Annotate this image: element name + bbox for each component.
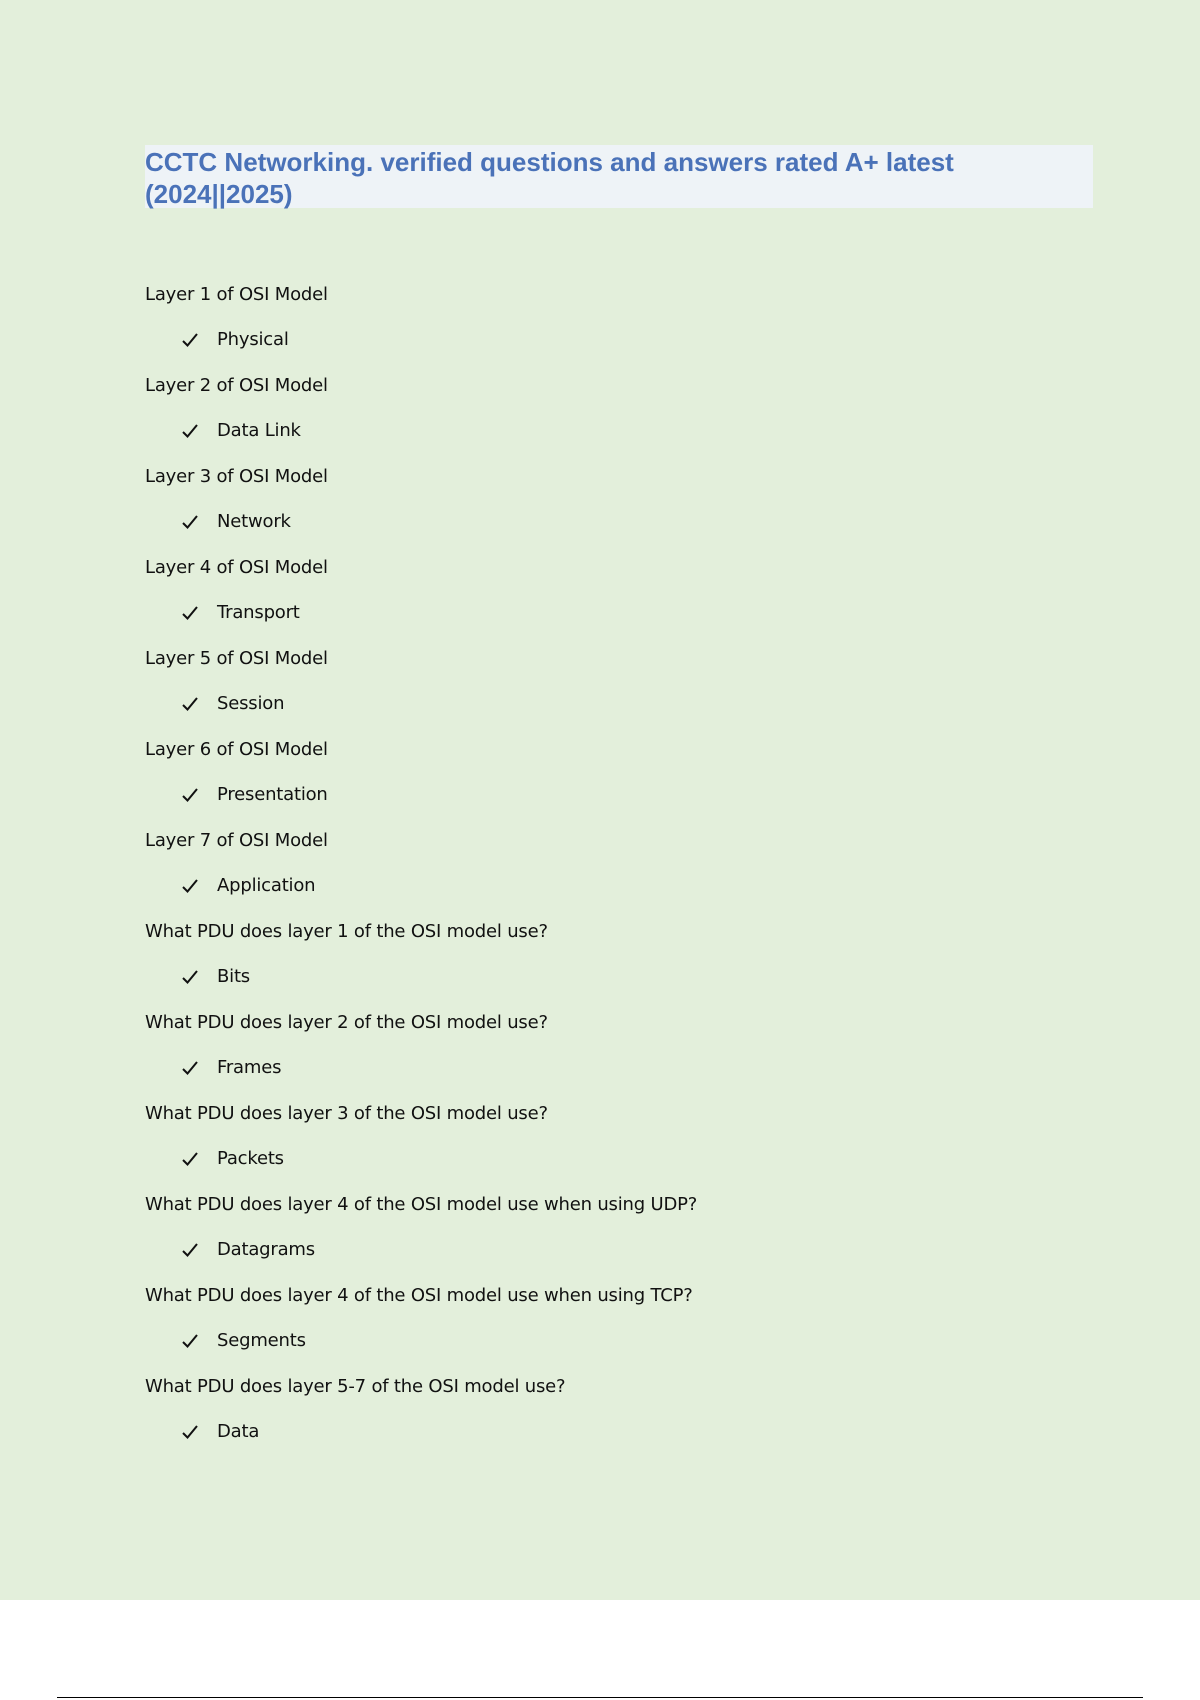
answer-row (145, 325, 1095, 355)
question-text: What PDU does layer 4 of the OSI model use when using UDP? (145, 1194, 698, 1215)
qa-item (145, 1099, 1095, 1174)
check-icon (181, 878, 199, 894)
answer-row (145, 507, 1095, 537)
answer-row (145, 780, 1095, 810)
question-text: Layer 7 of OSI Model (145, 830, 328, 851)
answer-row (145, 598, 1095, 628)
question-text: Layer 5 of OSI Model (145, 648, 328, 669)
question-text: Layer 3 of OSI Model (145, 466, 328, 487)
question-text: What PDU does layer 3 of the OSI model use? (145, 1103, 548, 1124)
check-icon (181, 1424, 199, 1440)
check-icon (181, 514, 199, 530)
qa-list (145, 280, 1095, 1463)
qa-item (145, 553, 1095, 628)
question-text: What PDU does layer 4 of the OSI model use when using TCP? (145, 1285, 693, 1306)
question-text: Layer 1 of OSI Model (145, 284, 328, 305)
answer-text: Segments (217, 1330, 306, 1351)
answer-text: Frames (217, 1057, 282, 1078)
qa-item (145, 644, 1095, 719)
check-icon (181, 423, 199, 439)
answer-text: Transport (217, 602, 300, 623)
answer-row (145, 871, 1095, 901)
answer-row (145, 1326, 1095, 1356)
answer-text: Packets (217, 1148, 284, 1169)
title-highlight (145, 145, 1093, 208)
page-title: CCTC Networking. verified questions and answers rated A+ latest (2024||2025) (145, 147, 954, 209)
question-text: What PDU does layer 2 of the OSI model use? (145, 1012, 548, 1033)
check-icon (181, 332, 199, 348)
check-icon (181, 787, 199, 803)
check-icon (181, 1333, 199, 1349)
question-text: Layer 4 of OSI Model (145, 557, 328, 578)
answer-text: Network (217, 511, 291, 532)
qa-item (145, 735, 1095, 810)
qa-item (145, 917, 1095, 992)
check-icon (181, 1060, 199, 1076)
qa-item (145, 371, 1095, 446)
check-icon (181, 696, 199, 712)
answer-row (145, 689, 1095, 719)
answer-text: Bits (217, 966, 250, 987)
qa-item (145, 826, 1095, 901)
qa-item (145, 280, 1095, 355)
answer-text: Data Link (217, 420, 301, 441)
check-icon (181, 1242, 199, 1258)
qa-item (145, 1372, 1095, 1447)
answer-text: Application (217, 875, 316, 896)
question-text: What PDU does layer 1 of the OSI model use? (145, 921, 548, 942)
check-icon (181, 1151, 199, 1167)
answer-row (145, 962, 1095, 992)
answer-text: Presentation (217, 784, 328, 805)
question-text: What PDU does layer 5-7 of the OSI model use? (145, 1376, 566, 1397)
answer-row (145, 416, 1095, 446)
check-icon (181, 969, 199, 985)
question-text: Layer 6 of OSI Model (145, 739, 328, 760)
answer-text: Datagrams (217, 1239, 315, 1260)
check-icon (181, 605, 199, 621)
answer-row (145, 1235, 1095, 1265)
answer-text: Session (217, 693, 285, 714)
answer-text: Physical (217, 329, 289, 350)
footer-rule (57, 1697, 1143, 1698)
answer-text: Data (217, 1421, 260, 1442)
answer-row (145, 1417, 1095, 1447)
qa-item (145, 462, 1095, 537)
qa-item (145, 1190, 1095, 1265)
qa-item (145, 1281, 1095, 1356)
qa-item (145, 1008, 1095, 1083)
question-text: Layer 2 of OSI Model (145, 375, 328, 396)
answer-row (145, 1144, 1095, 1174)
answer-row (145, 1053, 1095, 1083)
